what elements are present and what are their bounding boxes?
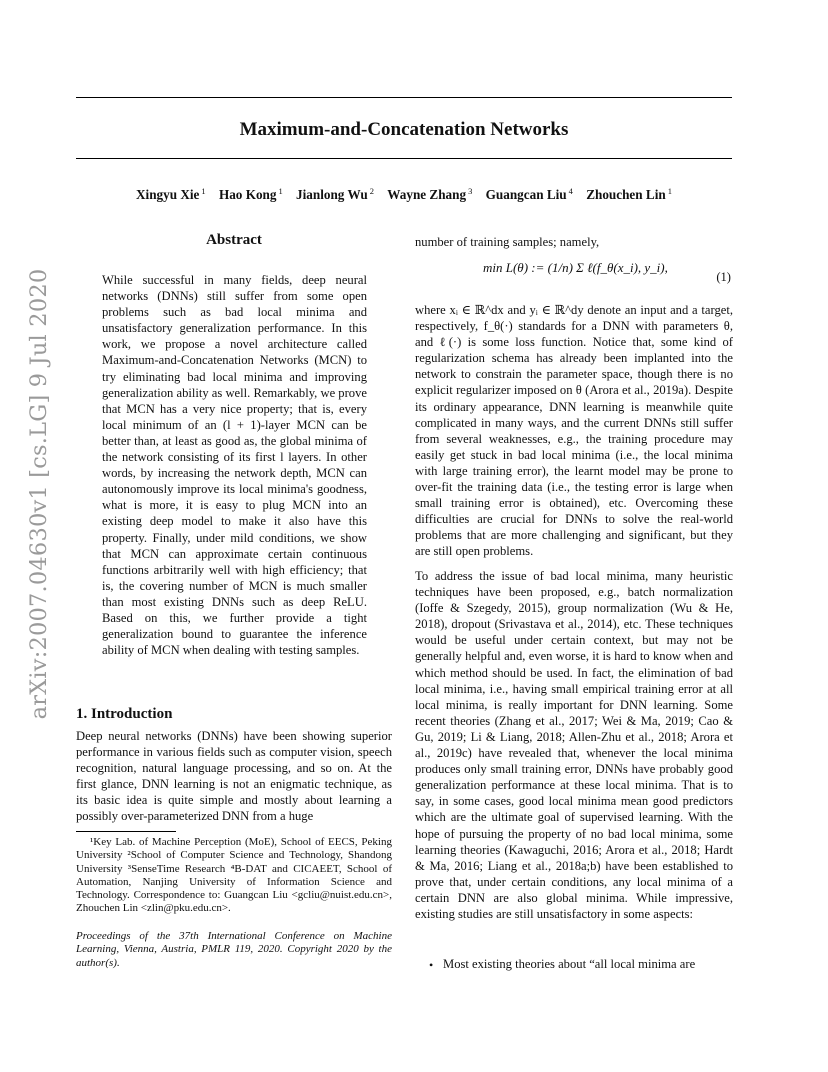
title-rule — [76, 158, 732, 159]
author: Guangcan Liu $^4$ — [485, 186, 573, 203]
paper-title: Maximum-and-Concatenation Networks — [239, 119, 569, 140]
author-list — [76, 186, 732, 203]
abstract-heading: Abstract — [206, 232, 262, 248]
abstract-body: While successful in many fields, deep neural networks (DNNs) still suffer from some open problems such as bad local minima and unsatisfactory generalization performance. In this work, we propose a novel architecture called Maximum-and-Concatenation Networks (MCN) to try eliminating bad local minima and improving generalization ability as well. Remarkably, we prove that MCN has a very nice property; that is, every local minimum of an (l + 1)-layer MCN can be better than, at least as good as, the global minima of the network consisting of its first l layers. In other words, by increasing the network depth, MCN can autonomously improve its local minima's goodness, what is more, it is easy to plug MCN into an existing deep model to make it also have this property. Finally, under mild conditions, we show that MCN can approximate certain continuous functions arbitrarily well with high efficiency; that is, the covering number of MCN is much smaller than most existing DNNs such as deep ReLU. Based on this, we further provide a tight generalization bound to guarantee the inference ability of MCN when dealing with testing samples. — [102, 273, 367, 658]
author: Xingyu Xie $^1$ — [136, 186, 206, 203]
arxiv-id: arXiv:2007.04630v1 [cs.LG] 9 Jul 2020 — [26, 268, 52, 720]
affiliation-footnote: ¹Key Lab. of Machine Perception (MoE), School of EECS, Peking University ²School of Computer Science and Technology, Shandong University ³SenseTime Research ⁴B-DAT and CICAEET, School of Automation, Nanjing University of Information Science and Technology. Correspondence to: Guangcan Liu <gcliu@nuist.edu.cn>, Zhouchen Lin <zlin@pku.edu.cn>. — [76, 836, 392, 915]
top-rule — [76, 97, 732, 98]
right-lead-text: number of training samples; namely, — [415, 235, 600, 249]
bullet-item: Most existing theories about “all local minima are — [443, 957, 696, 971]
equation-number: (1) — [716, 270, 731, 284]
arxiv-sidebar — [14, 268, 64, 720]
right-paragraph-1: where xᵢ ∈ ℝ^dx and yᵢ ∈ ℝ^dy denote an input and a target, respectively, f_θ(·) standards for a DNN with parameters θ, and ℓ(·) is some loss function. Notice that, some kind of regularization schema has already been implanted into the network to constrain the parameter space, though there is no explicit regularizer imposed on θ (Arora et al., 2019a). Despite its ordinary appearance, DNN learning is meanwhile quite complicated in many ways, and the current DNNs still suffer from several weaknesses, e.g., the training procedure may easily get stuck in bad local minima (i.e., the local minima with large training error), the learnt model may be prone to over-fit the training data (i.e., the testing error is large when small training error is obtained), etc. Overcoming these difficulties are crucial for DNNs to solve the real-world problems that are more challenging and significant, but they are still open problems. — [415, 303, 733, 559]
author: Jianlong Wu $^2$ — [296, 186, 374, 203]
intro-paragraph: Deep neural networks (DNNs) have been showing superior performance in various fields such as computer vision, speech recognition, natural language processing, and so on. At the first glance, DNN learning is not an enigmatic technique, as its basic idea is quite simple and mostly about learning a possibly over-parameterized DNN from a huge — [76, 729, 392, 824]
author: Zhouchen Lin $^1$ — [586, 186, 672, 203]
author: Hao Kong $^1$ — [218, 186, 283, 203]
equation-1 — [415, 256, 733, 302]
section-heading-introduction: 1. Introduction — [76, 706, 173, 722]
footnote-rule — [76, 831, 176, 832]
proceedings-note: Proceedings of the 37th International Conference on Machine Learning, Vienna, Austria, PMLR 119, 2020. Copyright 2020 by the author(s). — [76, 930, 392, 969]
author: Wayne Zhang $^3$ — [387, 186, 473, 203]
right-paragraph-2: To address the issue of bad local minima, many heuristic techniques have been proposed, e.g., batch normalization (Ioffe & Szegedy, 2015), group normalization (Wu & He, 2018), dropout (Srivastava et al., 2014), etc. These techniques would be useful under certain context, but may not be generally helpful and, even worse, it is hard to know when and which method should be used. In fact, the elimination of bad local minima, i.e., having small empirical training error at all local minima, is really important for DNN learning. Some recent theories (Zhang et al., 2017; Wei & Ma, 2019; Cao & Gu, 2019; Li & Liang, 2018; Allen-Zhu et al., 2018; Arora et al., 2019c) have revealed that, whenever the local minima produces only small training error, DNNs have probably good generalization performance at these local minima. That is to say, in some cases, good local minima mean good predictors which are the ultimate goal of supervised learning. With the hope of pursuing the property of no bad local minima, some learning theories (Kawaguchi, 2016; Arora et al., 2018; Hardt & Ma, 2016; Liang et al., 2018a;b) have been established to prove that, under certain conditions, any local minima of a certain DNN are also global minima. While impressive, existing studies are still unsatisfactory in some aspects: — [415, 569, 733, 921]
equation-expression: min L(θ) := (1/n) Σ ℓ(f_θ(x_i), y_i), — [483, 260, 668, 275]
bullet-marker: • — [429, 958, 434, 972]
